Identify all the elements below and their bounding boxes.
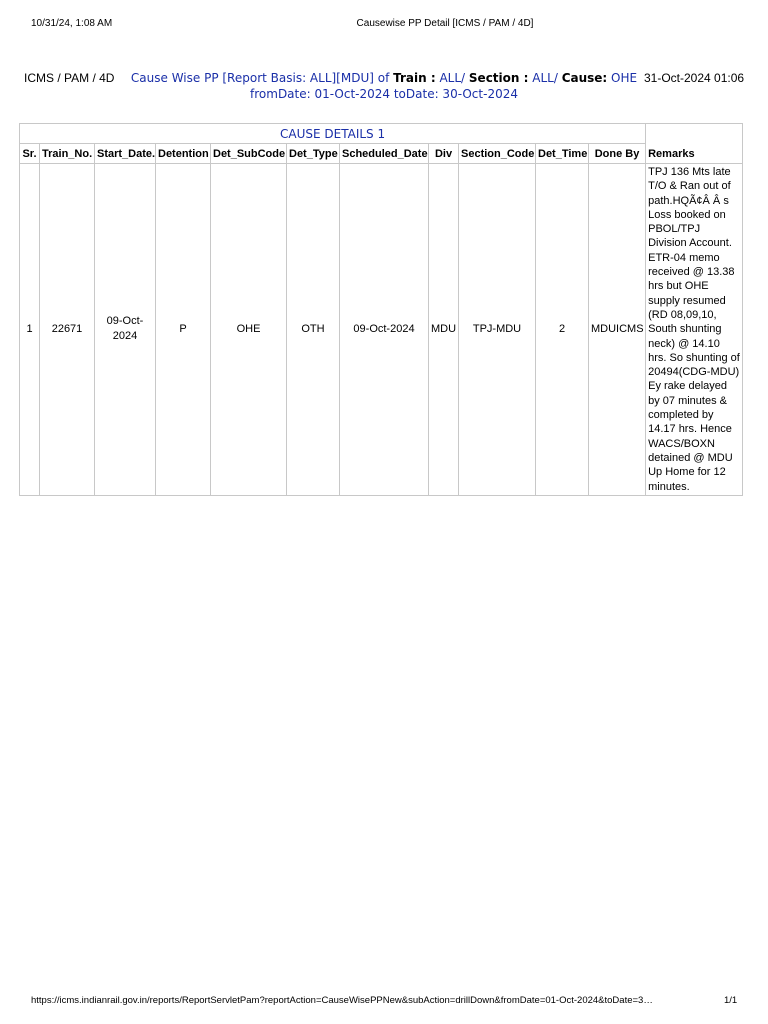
print-footer <box>0 994 768 1008</box>
print-doc-title: Causewise PP Detail [ICMS / PAM / 4D] <box>356 18 534 29</box>
cause-value: OHE <box>607 71 638 85</box>
header-sr: Sr. <box>20 144 40 164</box>
print-datetime: 10/31/24, 1:08 AM <box>31 18 113 29</box>
cell-scheduled-date: 09-Oct-2024 <box>340 164 429 496</box>
header-start-date: Start_Date. <box>95 144 156 164</box>
cell-train-no: 22671 <box>40 164 95 496</box>
cause-label: Cause: <box>561 71 608 85</box>
header-det-time: Det_Time <box>536 144 589 164</box>
cell-start-date: 09-Oct-2024 <box>95 164 156 496</box>
section-label: Section : <box>468 71 529 85</box>
cell-sr: 1 <box>20 164 40 496</box>
report-title-basis: Cause Wise PP [Report Basis: ALL][MDU] of <box>130 71 394 85</box>
section-value: ALL/ <box>528 71 562 85</box>
header-remarks: Remarks <box>646 124 743 164</box>
table-row <box>20 164 743 496</box>
header-scheduled-date: Scheduled_Date <box>340 144 429 164</box>
cell-det-subcode: OHE <box>211 164 287 496</box>
cell-detention: P <box>156 164 211 496</box>
header-row <box>20 144 743 164</box>
cell-div: MDU <box>429 164 459 496</box>
cause-details-table <box>19 123 743 496</box>
cell-remarks: TPJ 136 Mts late T/O & Ran out of path.HQÃ¢Â Â s Loss booked on PBOL/TPJ Division Account. ETR-04 memo received @ 13.38 hrs but OHE supply resumed (RD 08,09,10, South shunting neck) @ 14.10 hrs. So shunting of 20494(CDG-MDU) Ey rake delayed by 07 minutes & completed by 14.17 hrs. Hence WACS/BOXN detained @ MDU Up Home for 12 minutes. <box>646 164 743 496</box>
header-det-type: Det_Type <box>287 144 340 164</box>
header-done-by: Done By <box>589 144 646 164</box>
header-div: Div <box>429 144 459 164</box>
cell-det-type: OTH <box>287 164 340 496</box>
print-header <box>0 17 768 31</box>
header-section-code: Section_Code <box>459 144 536 164</box>
report-datetime: 31-Oct-2024 01:06 <box>644 71 745 85</box>
header-train-no: Train_No. <box>40 144 95 164</box>
report-title <box>128 70 640 102</box>
header-det-subcode: Det_SubCode <box>211 144 287 164</box>
train-label: Train : <box>393 71 436 85</box>
cell-det-time: 2 <box>536 164 589 496</box>
report-header <box>0 70 768 110</box>
train-value: ALL/ <box>435 71 469 85</box>
header-detention: Detention <box>156 144 211 164</box>
system-brand: ICMS / PAM / 4D <box>24 71 115 85</box>
page-url: https://icms.indianrail.gov.in/reports/ReportServletPam?reportAction=CauseWisePPNew&subAction=drillDown&fromDate=01-Oct-2024&toDate=3… <box>31 995 653 1006</box>
cell-section-code: TPJ-MDU <box>459 164 536 496</box>
page-number: 1/1 <box>724 995 738 1006</box>
cell-done-by: MDUICMS <box>589 164 646 496</box>
date-range: fromDate: 01-Oct-2024 toDate: 30-Oct-2024 <box>250 87 518 101</box>
cause-details-title: CAUSE DETAILS 1 <box>20 124 646 144</box>
cause-details-heading-row <box>20 124 743 144</box>
